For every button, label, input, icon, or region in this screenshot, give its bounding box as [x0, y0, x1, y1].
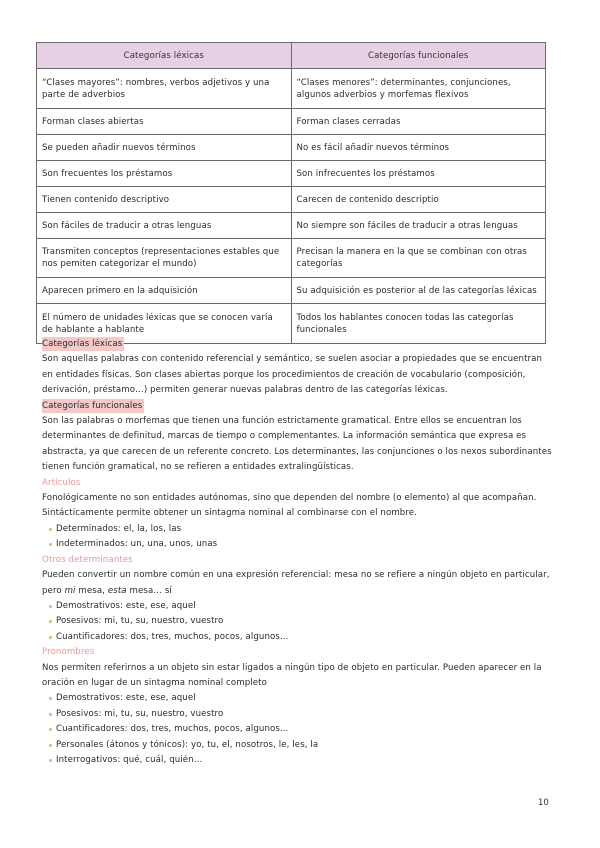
table-cell: Carecen de contenido descriptio [291, 187, 546, 213]
table-row [37, 239, 546, 278]
body-content [42, 337, 552, 768]
list-otros-determinantes [42, 599, 552, 645]
table-row [37, 109, 546, 135]
paragraph-lexicas: Son aquellas palabras con contenido referencial y semántico, se suelen asociar a propiedades que se encuentran en entidades físicas. Son clases abiertas porque los procedimientos de creación de vocabulario (composición, derivación, préstamo…) permiten generar nuevas palabras dentro de las categorías léxicas. [42, 354, 543, 396]
table-row [37, 69, 546, 109]
table-cell: Se pueden añadir nuevos términos [37, 135, 292, 161]
list-pronombres [42, 691, 552, 768]
list-item: Indeterminados: un, una, unos, unas [50, 537, 552, 552]
page-number: 10 [538, 798, 549, 808]
table-header-row [37, 43, 546, 69]
table-row [37, 161, 546, 187]
emphasis-mi: mi [64, 585, 76, 596]
subheading-pronombres: Pronombres [42, 647, 95, 658]
table-cell: No siempre son fáciles de traducir a otras lenguas [291, 213, 546, 239]
table-row [37, 213, 546, 239]
list-item: Cuantificadores: dos, tres, muchos, pocos, algunos… [50, 722, 552, 737]
table-row [37, 278, 546, 304]
list-item: Personales (átonos y tónicos): yo, tu, el, nosotros, le, les, la [50, 738, 552, 753]
table-cell: Son fáciles de traducir a otras lenguas [37, 213, 292, 239]
table-cell: Son infrecuentes los préstamos [291, 161, 546, 187]
paragraph-otros-determinantes [42, 568, 552, 599]
heading-categorias-funcionales: Categorías funcionales [42, 400, 143, 411]
categories-comparison-table [36, 42, 546, 344]
list-item: Demostrativos: este, ese, aquel [50, 691, 552, 706]
text-segment: mesa, [75, 585, 108, 596]
table-header-lexicas: Categorías léxicas [37, 43, 292, 69]
table-cell: No es fácil añadir nuevos términos [291, 135, 546, 161]
table-cell: Son frecuentes los préstamos [37, 161, 292, 187]
table-cell: Su adquisición es posterior al de las categorías léxicas [291, 278, 546, 304]
table-cell: “Clases mayores”: nombres, verbos adjetivos y una parte de adverbios [37, 69, 292, 109]
list-articulos [42, 522, 552, 553]
subheading-otros-determinantes: Otros determinantes [42, 554, 133, 565]
table-cell: Forman clases abiertas [37, 109, 292, 135]
list-item: Cuantificadores: dos, tres, muchos, pocos, algunos… [50, 630, 552, 645]
list-item: Posesivos: mi, tu, su, nuestro, vuestro [50, 707, 552, 722]
table-cell: Transmiten conceptos (representaciones estables que nos pemiten categorizar el mundo) [37, 239, 292, 278]
text-segment: mesa… sí [126, 585, 172, 596]
list-item: Determinados: el, la, los, las [50, 522, 552, 537]
table-cell: “Clases menores”: determinantes, conjunciones, algunos adverbios y morfemas flexivos [291, 69, 546, 109]
table-cell: Todos los hablantes conocen todas las categorías funcionales [291, 304, 546, 344]
table-cell: Forman clases cerradas [291, 109, 546, 135]
paragraph-pronombres: Nos permiten referirnos a un objeto sin estar ligados a ningún tipo de objeto en particular. Pueden aparecer en la oración en lugar de un sintagma nominal completo [42, 662, 542, 688]
list-item: Interrogativos: qué, cuál, quién… [50, 753, 552, 768]
table-cell: El número de unidades léxicas que se conocen varía de hablante a hablante [37, 304, 292, 344]
table-header-funcionales: Categorías funcionales [291, 43, 546, 69]
heading-categorias-lexicas: Categorías léxicas [42, 339, 123, 349]
table-row [37, 135, 546, 161]
text-segment: Pueden convertir un nombre común en una expresión referencial: mesa no se refiere a ningún objeto en particular, pero [42, 570, 550, 596]
table-cell: Aparecen primero en la adquisición [37, 278, 292, 304]
table-cell: Precisan la manera en la que se combinan con otras categorías [291, 239, 546, 278]
paragraph-funcionales: Son las palabras o morfemas que tienen una función estrictamente gramatical. Entre ellos se encuentran los determinantes de definitud, marcas de tiempo o complementantes. La información semántica que expresa es abstracta, ya que carecen de un referente concreto. Los determinantes, las conjunciones o los nexos subordinantes tienen función gramatical, no se refieren a entidades extralingüísticas. [42, 416, 552, 473]
emphasis-esta: esta [107, 585, 127, 596]
paragraph-articulos: Fonológicamente no son entidades autónomas, sino que dependen del nombre (o elemento) al que acompañan. Sintácticamente permite obtener un sintagma nominal al combinarse con el nombre. [42, 493, 537, 519]
subheading-articulos: Artículos [42, 477, 81, 488]
table-cell: Tienen contenido descriptivo [37, 187, 292, 213]
list-item: Demostrativos: este, ese, aquel [50, 599, 552, 614]
list-item: Posesivos: mi, tu, su, nuestro, vuestro [50, 614, 552, 629]
table-row [37, 187, 546, 213]
